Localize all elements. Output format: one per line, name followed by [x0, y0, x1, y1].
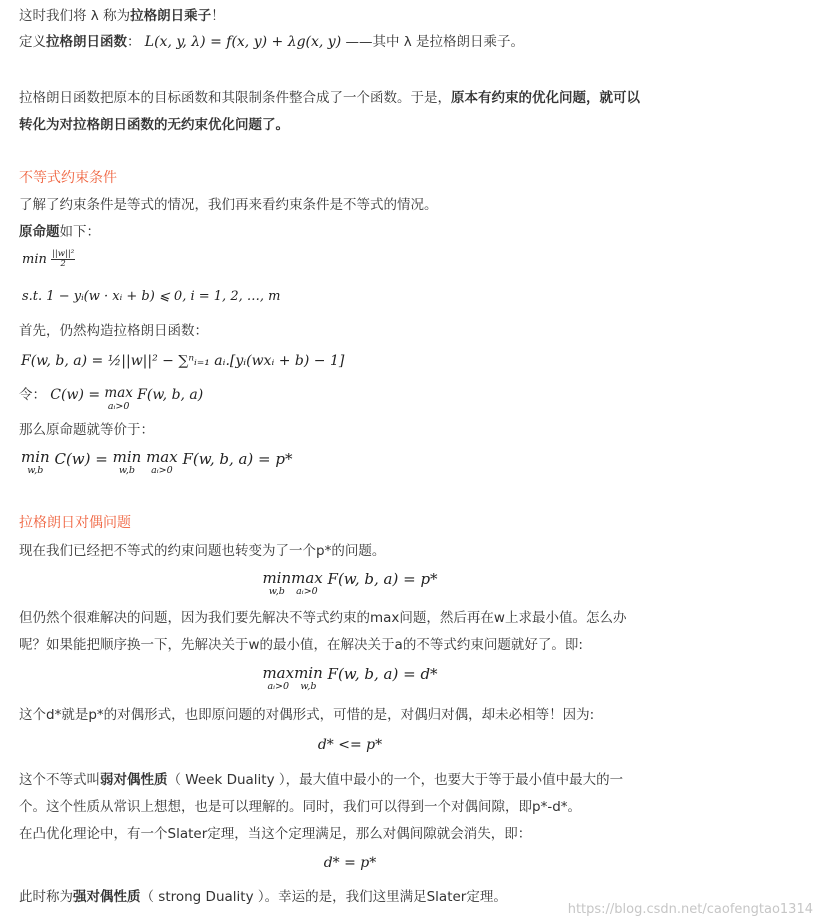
- bold-text: 原本有约束的优化问题，就可以: [451, 90, 640, 106]
- bold-term: 拉格朗日函数: [46, 34, 127, 50]
- formula-strong-duality: d* = p*: [323, 855, 377, 871]
- operator-limit: aᵢ>0: [296, 586, 318, 597]
- operator-limit: aᵢ>0: [267, 681, 290, 692]
- paragraph-strong-duality: [19, 887, 507, 907]
- operator-limit: w,b: [300, 681, 317, 692]
- paragraph-dual-intro: 现在我们已经把不等式的约束问题也转变为了一个p*的问题。: [19, 543, 386, 559]
- operator: max: [146, 448, 178, 466]
- min-operator: [294, 665, 323, 692]
- formula-weak-duality: d* <= p*: [317, 737, 383, 753]
- operator: min: [262, 569, 292, 587]
- formula-F-definition: F(w, b, a) = ½||w||² − ∑ⁿᵢ₌₁ aᵢ.[yᵢ(wxᵢ + b) − 1]: [21, 353, 345, 369]
- text: 令：: [19, 387, 46, 403]
- operator-limit: w,b: [27, 465, 44, 476]
- paragraph-original-problem: [19, 222, 100, 242]
- formula-min-C: [21, 449, 293, 476]
- text: ：: [127, 34, 141, 50]
- bold-term: 弱对偶性质: [100, 772, 168, 788]
- paragraph-equivalent: 那么原命题就等价于：: [19, 422, 154, 438]
- paragraph-dual-form: 这个d*就是p*的对偶形式，也即原问题的对偶形式，可惜的是，对偶归对偶，却未必相等！因为:: [19, 707, 595, 723]
- min-operator: min: [22, 252, 47, 267]
- max-operator: [262, 665, 294, 692]
- text: 这时我们将 λ 称为: [19, 8, 131, 24]
- bold-term: 原命题: [19, 224, 60, 240]
- min-operator: [113, 449, 142, 476]
- operator-limit: aᵢ>0: [107, 401, 130, 412]
- text: （ Week Duality ），最大值中最小的一个，也要大于等于最小值中最大的一: [167, 772, 624, 788]
- formula-C-lhs: C(w) =: [50, 387, 101, 403]
- fraction-denominator: 2: [60, 259, 66, 269]
- operator: min: [21, 448, 50, 466]
- paragraph-let-C: [19, 385, 203, 412]
- formula-lagrangian: L(x, y, λ) = f(x, y) + λg(x, y): [144, 34, 342, 50]
- operator-limit: w,b: [268, 586, 285, 597]
- operator-limit: aᵢ>0: [151, 465, 173, 476]
- formula-part: F(w, b, a) = p*: [327, 570, 438, 588]
- paragraph-lagrange-multiplier: [19, 6, 225, 26]
- text: （ strong Duality ）。幸运的是，我们这里满足Slater定理。: [140, 889, 507, 905]
- paragraph-swap-order-line1: 但仍然个很难解决的问题，因为我们要先解决不等式约束的max问题，然后再在w上求最小值。怎么办: [19, 610, 627, 626]
- text: 拉格朗日函数把原本的目标函数和其限制条件整合成了一个函数。于是，: [19, 90, 451, 106]
- formula-part: F(w, b, a) = d*: [327, 665, 438, 683]
- operator: max: [291, 569, 323, 587]
- text: 这个不等式叫: [19, 772, 100, 788]
- bold-term: 拉格朗日乘子: [130, 8, 212, 24]
- operator: min: [294, 664, 323, 682]
- text: 此时称为: [19, 889, 73, 905]
- min-operator: [262, 570, 291, 597]
- formula-C-rhs: F(w, b, a): [137, 387, 204, 403]
- text: 定义: [19, 34, 46, 50]
- max-operator: [104, 385, 132, 412]
- max-operator: [291, 570, 323, 597]
- text: ——其中 λ 是拉格朗日乘子。: [345, 34, 525, 50]
- formula-part: F(w, b, a) = p*: [182, 450, 293, 468]
- paragraph-inequality-intro: 了解了约束条件是等式的情况，我们再来看约束条件是不等式的情况。: [19, 197, 438, 213]
- formula-objective: [22, 250, 75, 270]
- formula-dual: [0, 665, 700, 692]
- paragraph-lagrange-function: [19, 32, 524, 52]
- fraction: [51, 250, 75, 269]
- max-operator: [146, 449, 178, 476]
- paragraph-construct-lagrangian: 首先，仍然构造拉格朗日函数：: [19, 323, 208, 339]
- fraction-numerator: ||w||²: [52, 249, 75, 259]
- operator: max: [104, 385, 133, 401]
- min-operator: [21, 449, 50, 476]
- operator: max: [262, 664, 295, 682]
- paragraph-weak-duality-line2: 个。这个性质从常识上想想，也是可以理解的。同时，我们可以得到一个对偶间隙，即p*-d*。: [19, 799, 582, 815]
- bold-term: 强对偶性质: [73, 889, 141, 905]
- operator-limit: w,b: [118, 465, 135, 476]
- paragraph-summary-line2: 转化为对拉格朗日函数的无约束优化问题了。: [19, 117, 289, 133]
- formula-constraint: s.t. 1 − yᵢ(w · xᵢ + b) ⩽ 0, i = 1, 2, …, m: [22, 289, 281, 304]
- text: 如下：: [59, 224, 100, 240]
- formula-part: C(w) =: [54, 450, 108, 468]
- paragraph-summary-line1: [19, 88, 640, 108]
- text: ！: [211, 8, 225, 24]
- paragraph-swap-order-line2: 呢？如果能把顺序换一下，先解决关于w的最小值，在解决关于a的不等式约束问题就好了。即:: [19, 637, 583, 653]
- heading-inequality-constraints: 不等式约束条件: [19, 170, 117, 186]
- heading-lagrange-dual: 拉格朗日对偶问题: [19, 515, 131, 531]
- paragraph-slater: 在凸优化理论中，有一个Slater定理，当这个定理满足，那么对偶间隙就会消失，即：: [19, 826, 532, 842]
- paragraph-weak-duality-line1: [19, 770, 623, 790]
- formula-primal: [0, 570, 700, 597]
- watermark-url: https://blog.csdn.net/caofengtao1314: [567, 902, 813, 917]
- operator: min: [112, 448, 142, 466]
